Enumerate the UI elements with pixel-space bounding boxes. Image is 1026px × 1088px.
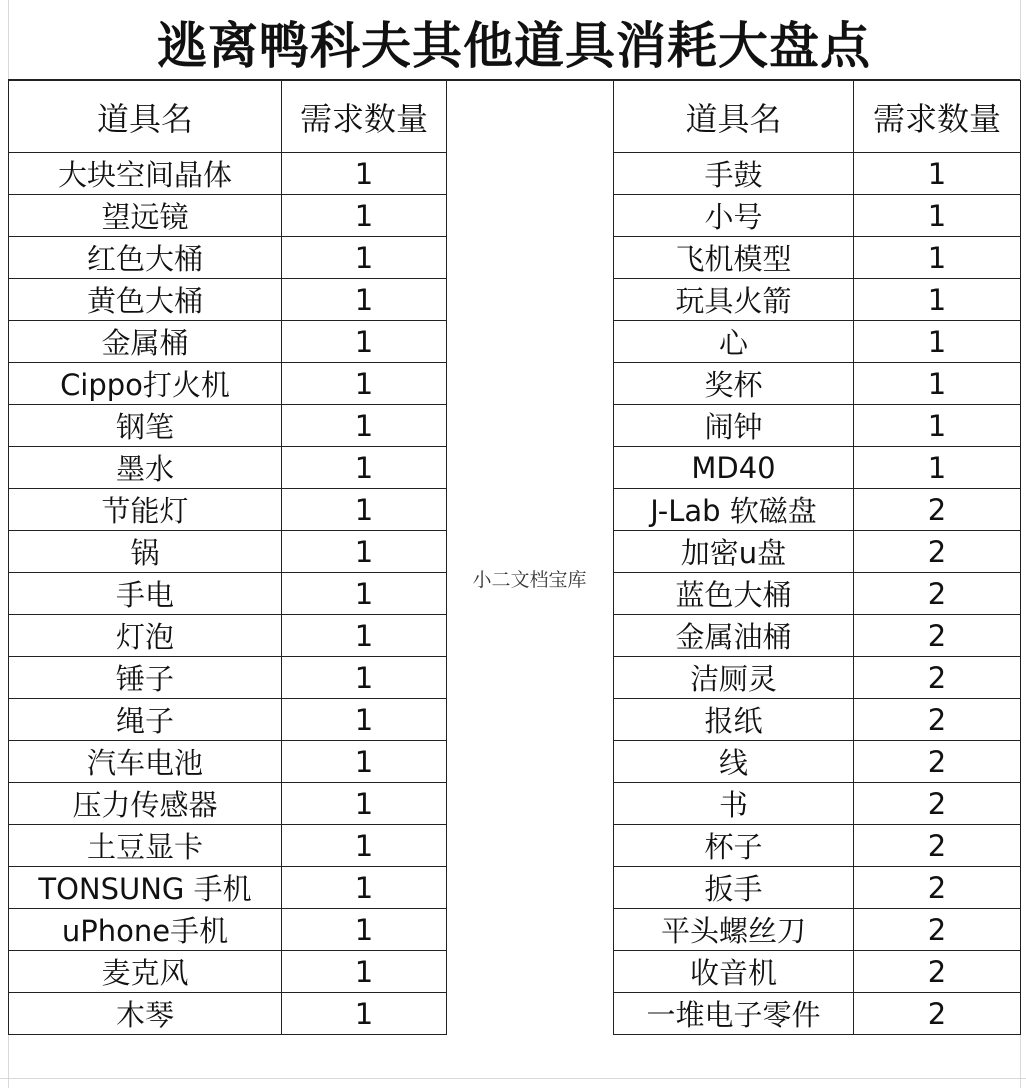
item-quantity-cell[interactable]: 1 — [282, 741, 447, 783]
table-row — [614, 657, 1021, 699]
item-quantity-cell[interactable]: 1 — [282, 699, 447, 741]
item-quantity-cell[interactable]: 2 — [854, 615, 1021, 657]
item-quantity-cell[interactable]: 1 — [854, 405, 1021, 447]
item-name-cell[interactable]: 玩具火箭 — [614, 279, 854, 321]
item-quantity-cell[interactable]: 1 — [282, 867, 447, 909]
table-row — [9, 363, 447, 405]
table-row — [9, 699, 447, 741]
item-name-cell[interactable]: 闹钟 — [614, 405, 854, 447]
item-quantity-cell[interactable]: 1 — [282, 363, 447, 405]
table-row — [614, 195, 1021, 237]
item-quantity-cell[interactable]: 2 — [854, 993, 1021, 1035]
item-name-cell[interactable]: 洁厕灵 — [614, 657, 854, 699]
table-row — [614, 909, 1021, 951]
item-name-cell[interactable]: 钢笔 — [9, 405, 282, 447]
column-header-quantity[interactable]: 需求数量 — [282, 81, 447, 153]
item-quantity-cell[interactable]: 2 — [854, 867, 1021, 909]
item-name-cell[interactable]: uPhone手机 — [9, 909, 282, 951]
item-name-cell[interactable]: 黄色大桶 — [9, 279, 282, 321]
column-header-name[interactable]: 道具名 — [9, 81, 282, 153]
item-quantity-cell[interactable]: 1 — [282, 405, 447, 447]
item-name-cell[interactable]: 一堆电子零件 — [614, 993, 854, 1035]
table-row — [614, 153, 1021, 195]
item-name-cell[interactable]: 绳子 — [9, 699, 282, 741]
table-row — [614, 783, 1021, 825]
item-quantity-cell[interactable]: 1 — [282, 489, 447, 531]
table-row — [614, 321, 1021, 363]
table-row — [9, 405, 447, 447]
item-name-cell[interactable]: 大块空间晶体 — [9, 153, 282, 195]
item-name-cell[interactable]: 收音机 — [614, 951, 854, 993]
item-name-cell[interactable]: 墨水 — [9, 447, 282, 489]
items-table-right — [613, 80, 1021, 1035]
item-quantity-cell[interactable]: 1 — [854, 279, 1021, 321]
item-quantity-cell[interactable]: 1 — [854, 237, 1021, 279]
item-quantity-cell[interactable]: 2 — [854, 531, 1021, 573]
item-name-cell[interactable]: 灯泡 — [9, 615, 282, 657]
table-row — [9, 867, 447, 909]
table-row — [614, 951, 1021, 993]
table-row — [614, 279, 1021, 321]
item-quantity-cell[interactable]: 1 — [282, 993, 447, 1035]
item-quantity-cell[interactable]: 1 — [282, 783, 447, 825]
table-row — [614, 447, 1021, 489]
item-name-cell[interactable]: 蓝色大桶 — [614, 573, 854, 615]
item-name-cell[interactable]: 心 — [614, 321, 854, 363]
table-row — [9, 237, 447, 279]
item-name-cell[interactable]: 锤子 — [9, 657, 282, 699]
item-name-cell[interactable]: 杯子 — [614, 825, 854, 867]
item-quantity-cell[interactable]: 1 — [282, 321, 447, 363]
header-row — [614, 81, 1021, 153]
item-name-cell[interactable]: 报纸 — [614, 699, 854, 741]
item-quantity-cell[interactable]: 2 — [854, 951, 1021, 993]
item-name-cell[interactable]: 加密u盘 — [614, 531, 854, 573]
table-row — [614, 237, 1021, 279]
table-row — [614, 405, 1021, 447]
item-quantity-cell[interactable]: 1 — [854, 363, 1021, 405]
item-quantity-cell[interactable]: 1 — [854, 153, 1021, 195]
column-header-quantity[interactable]: 需求数量 — [854, 81, 1021, 153]
column-header-name[interactable]: 道具名 — [614, 81, 854, 153]
item-quantity-cell[interactable]: 2 — [854, 783, 1021, 825]
table-row — [9, 573, 447, 615]
item-quantity-cell[interactable]: 1 — [282, 531, 447, 573]
item-quantity-cell[interactable]: 2 — [854, 909, 1021, 951]
item-name-cell[interactable]: 飞机模型 — [614, 237, 854, 279]
item-quantity-cell[interactable]: 2 — [854, 573, 1021, 615]
item-quantity-cell[interactable]: 2 — [854, 657, 1021, 699]
item-quantity-cell[interactable]: 1 — [282, 573, 447, 615]
page-title: 逃离鸭科夫其他道具消耗大盘点 — [8, 4, 1020, 81]
table-row — [614, 867, 1021, 909]
item-name-cell[interactable]: 手鼓 — [614, 153, 854, 195]
item-name-cell[interactable]: 小号 — [614, 195, 854, 237]
item-name-cell[interactable]: 望远镜 — [9, 195, 282, 237]
item-quantity-cell[interactable]: 1 — [282, 657, 447, 699]
item-quantity-cell[interactable]: 1 — [854, 321, 1021, 363]
table-row — [9, 195, 447, 237]
table-row — [9, 951, 447, 993]
table-row — [9, 615, 447, 657]
table-row — [614, 699, 1021, 741]
item-name-cell[interactable]: 土豆显卡 — [9, 825, 282, 867]
item-name-cell[interactable]: 红色大桶 — [9, 237, 282, 279]
item-quantity-cell[interactable]: 1 — [282, 447, 447, 489]
table-row — [9, 153, 447, 195]
table-row — [614, 993, 1021, 1035]
item-quantity-cell[interactable]: 1 — [282, 279, 447, 321]
table-row — [9, 741, 447, 783]
header-row — [9, 81, 447, 153]
item-name-cell[interactable]: 手电 — [9, 573, 282, 615]
item-quantity-cell[interactable]: 2 — [854, 825, 1021, 867]
table-row — [9, 531, 447, 573]
item-name-cell[interactable]: 奖杯 — [614, 363, 854, 405]
table-row — [9, 657, 447, 699]
item-name-cell[interactable]: 锅 — [9, 531, 282, 573]
watermark-text: 小二文档宝库 — [472, 569, 587, 591]
item-quantity-cell[interactable]: 1 — [854, 195, 1021, 237]
item-quantity-cell[interactable]: 2 — [854, 741, 1021, 783]
table-row — [9, 279, 447, 321]
table-row — [614, 363, 1021, 405]
item-quantity-cell[interactable]: 2 — [854, 699, 1021, 741]
item-quantity-cell[interactable]: 1 — [282, 825, 447, 867]
item-name-cell[interactable]: 压力传感器 — [9, 783, 282, 825]
table-row — [9, 447, 447, 489]
item-name-cell[interactable]: 平头螺丝刀 — [614, 909, 854, 951]
table-row — [614, 573, 1021, 615]
item-name-cell[interactable]: 线 — [614, 741, 854, 783]
item-name-cell[interactable]: 汽车电池 — [9, 741, 282, 783]
item-quantity-cell[interactable]: 1 — [282, 237, 447, 279]
item-name-cell[interactable]: TONSUNG 手机 — [9, 867, 282, 909]
table-row — [614, 615, 1021, 657]
table-row — [9, 825, 447, 867]
item-quantity-cell[interactable]: 1 — [282, 909, 447, 951]
item-name-cell[interactable]: Cippo打火机 — [9, 363, 282, 405]
table-row — [9, 909, 447, 951]
table-row — [614, 489, 1021, 531]
item-quantity-cell[interactable]: 1 — [282, 195, 447, 237]
table-row — [614, 741, 1021, 783]
table-row — [9, 321, 447, 363]
item-quantity-cell[interactable]: 1 — [282, 951, 447, 993]
item-quantity-cell[interactable]: 1 — [282, 615, 447, 657]
item-name-cell[interactable]: 木琴 — [9, 993, 282, 1035]
table-row — [614, 825, 1021, 867]
item-name-cell[interactable]: MD40 — [614, 447, 854, 489]
item-name-cell[interactable]: 金属桶 — [9, 321, 282, 363]
item-name-cell[interactable]: 书 — [614, 783, 854, 825]
item-quantity-cell[interactable]: 1 — [854, 447, 1021, 489]
table-row — [9, 993, 447, 1035]
item-name-cell[interactable]: 金属油桶 — [614, 615, 854, 657]
item-name-cell[interactable]: 麦克风 — [9, 951, 282, 993]
item-quantity-cell[interactable]: 2 — [854, 489, 1021, 531]
table-row — [614, 531, 1021, 573]
item-quantity-cell[interactable]: 1 — [282, 153, 447, 195]
items-table-left — [8, 80, 447, 1035]
table-row — [9, 783, 447, 825]
sheet-gridline — [0, 1078, 1026, 1079]
table-row — [9, 489, 447, 531]
item-name-cell[interactable]: J-Lab 软磁盘 — [614, 489, 854, 531]
item-name-cell[interactable]: 节能灯 — [9, 489, 282, 531]
item-name-cell[interactable]: 扳手 — [614, 867, 854, 909]
